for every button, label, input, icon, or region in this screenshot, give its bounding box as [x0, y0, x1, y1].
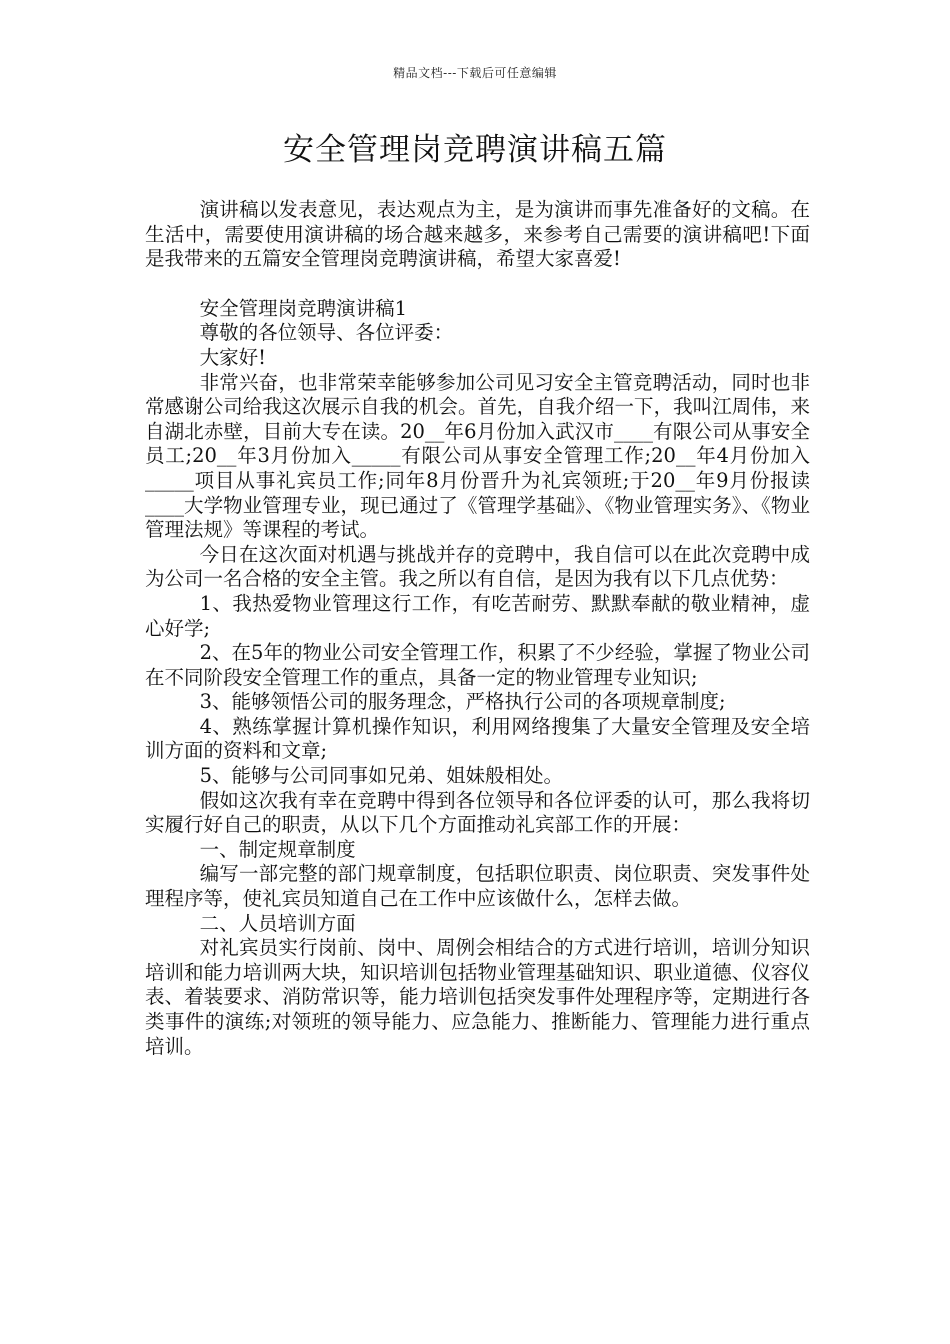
list-item: 5、能够与公司同事如兄弟、姐妹般相处。 — [199, 764, 564, 788]
document-body — [145, 198, 810, 1059]
body-paragraph: 非常兴奋，也非常荣幸能够参加公司见习安全主管竞聘活动，同时也非常感谢公司给我这次展示自我的机会。首先，自我介绍一下，我叫江周伟，来自湖北赤壁，目前大专在读。20__年6月份加入武汉市____有限公司从事安全员工;20__年3月份加入_____有限公司从事安全管理工作;20__年4月份加入_____项目从事礼宾员工作;同年8月份晋升为礼宾领班;于20__年9月份报读____大学物业管理专业，现已通过了《管理学基础》、《物业管理实务》、《物业管理法规》等课程的考试。 — [145, 370, 810, 542]
salutation: 尊敬的各位领导、各位评委： — [199, 321, 454, 345]
body-paragraph: 对礼宾员实行岗前、岗中、周例会相结合的方式进行培训，培训分知识培训和能力培训两大块，知识培训包括物业管理基础知识、职业道德、仪容仪表、着装要求、消防常识等，能力培训包括突发事件处理程序等，定期进行各类事件的演练;对领班的领导能力、应急能力、推断能力、管理能力进行重点培训。 — [145, 936, 810, 1058]
page-header: 精品文档---下载后可任意编辑 — [393, 66, 557, 80]
list-item: 4、熟练掌握计算机操作知识，利用网络搜集了大量安全管理及安全培训方面的资料和文章; — [145, 714, 810, 763]
intro-paragraph: 演讲稿以发表意见，表达观点为主，是为演讲而事先准备好的文稿。在生活中，需要使用演讲稿的场合越来越多，来参考自己需要的演讲稿吧!下面是我带来的五篇安全管理岗竞聘演讲稿，希望大家喜爱! — [145, 198, 810, 271]
subheading: 二、人员培训方面 — [199, 911, 356, 935]
list-item: 3、能够领悟公司的服务理念，严格执行公司的各项规章制度; — [199, 690, 726, 714]
list-item: 1、我热爱物业管理这行工作，有吃苦耐劳、默默奉献的敬业精神，虚心好学; — [145, 591, 810, 640]
body-paragraph: 编写一部完整的部门规章制度，包括职位职责、岗位职责、突发事件处理程序等，使礼宾员知道自己在工作中应该做什么，怎样去做。 — [145, 862, 810, 911]
body-paragraph: 假如这次我有幸在竞聘中得到各位领导和各位评委的认可，那么我将切实履行好自己的职责，从以下几个方面推动礼宾部工作的开展： — [145, 788, 810, 837]
document-title: 安全管理岗竞聘演讲稿五篇 — [283, 132, 667, 168]
section-heading: 安全管理岗竞聘演讲稿1 — [199, 296, 408, 320]
subheading: 一、制定规章制度 — [199, 837, 356, 861]
body-paragraph: 今日在这次面对机遇与挑战并存的竞聘中，我自信可以在此次竞聘中成为公司一名合格的安全主管。我之所以有自信，是因为我有以下几点优势： — [145, 542, 810, 591]
list-item: 2、在5年的物业公司安全管理工作，积累了不少经验，掌握了物业公司在不同阶段安全管理工作的重点，具备一定的物业管理专业知识; — [145, 641, 810, 689]
greeting: 大家好! — [199, 345, 266, 369]
